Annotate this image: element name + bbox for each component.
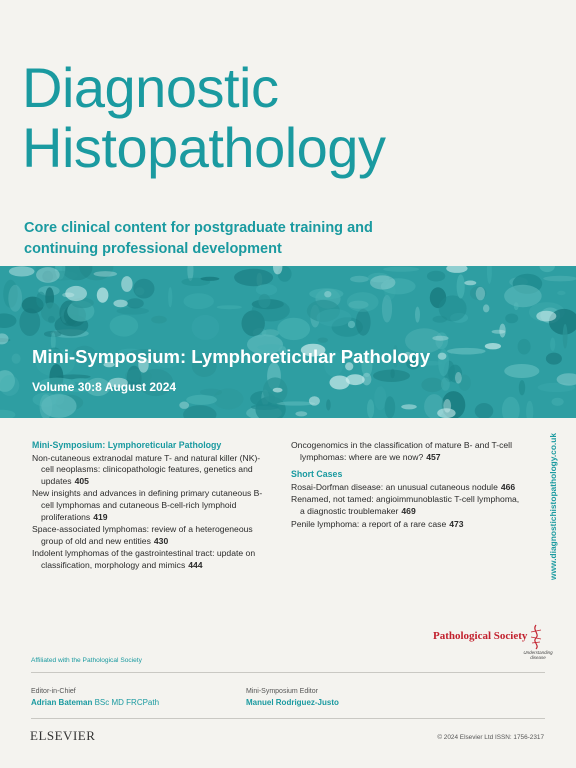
tissue-cell <box>0 313 17 328</box>
tissue-cell <box>504 285 542 307</box>
tissue-cell <box>421 378 443 393</box>
contents-entry[interactable] <box>32 488 264 523</box>
tissue-cell <box>373 370 410 382</box>
tissue-vacuole <box>324 291 331 297</box>
journal-subtitle: Core clinical content for postgraduate training and continuing professional development <box>24 220 373 257</box>
page-number: 430 <box>153 535 169 546</box>
tissue-cell <box>350 276 369 283</box>
contents-right-column <box>291 440 521 531</box>
tissue-cell <box>41 394 76 418</box>
article-title: New insights and advances in defining primary cutaneous B-cell lymphomas and cutaneous B-cell-rich lymphoid proliferations <box>32 488 263 522</box>
tissue-cell <box>234 269 273 286</box>
tissue-cell <box>126 298 143 308</box>
tissue-cell <box>168 287 172 307</box>
contents-entry[interactable] <box>32 548 264 571</box>
tissue-cell <box>251 404 279 410</box>
tissue-cell <box>317 309 352 327</box>
copyright-issn: © 2024 Elsevier Ltd ISSN: 1756-2317 <box>437 734 544 741</box>
tissue-cell <box>415 307 420 323</box>
affiliation-note: Affiliated with the Pathological Society <box>31 657 142 664</box>
page-number: 466 <box>500 481 516 492</box>
society-tagline-line1: Understanding <box>523 650 553 655</box>
symposium-editor-name <box>246 698 339 707</box>
tissue-vacuole <box>0 333 9 344</box>
tissue-cell <box>447 348 486 355</box>
journal-title-line1: Diagnostic <box>22 56 279 119</box>
tissue-cell <box>192 315 220 340</box>
tissue-vacuole <box>536 311 556 322</box>
tissue-cell <box>252 299 290 321</box>
journal-title-line2: Histopathology <box>22 116 386 179</box>
tissue-cell <box>487 266 492 284</box>
tissue-cell <box>356 309 371 336</box>
contents-left-column <box>32 440 264 573</box>
tissue-cell <box>505 314 518 324</box>
section-heading: Mini-Symposium: Lymphoreticular Pathology <box>32 440 222 450</box>
tissue-cell <box>12 354 21 364</box>
tissue-vacuole <box>444 399 452 413</box>
volume-issue: Volume 30:8 August 2024 <box>32 380 177 394</box>
tissue-vacuole <box>295 411 307 416</box>
tissue-cell <box>383 267 419 272</box>
contents-entry[interactable] <box>32 524 264 547</box>
tissue-cell <box>110 315 139 337</box>
page-number: 469 <box>401 505 416 516</box>
tissue-vacuole <box>438 353 447 360</box>
tissue-cell <box>48 316 55 323</box>
society-tagline-line2: disease <box>530 655 546 660</box>
contents-entry[interactable] <box>291 440 521 463</box>
tissue-cell <box>200 277 219 281</box>
tissue-cell <box>504 364 539 378</box>
society-name: Pathological Society <box>433 630 528 642</box>
article-title: Non-cutaneous extranodal mature T- and natural killer (NK)-cell neoplasms: clinicopathologic features, genetics and updates <box>32 452 261 486</box>
tissue-cell <box>552 398 564 406</box>
tissue-vacuole <box>446 266 467 273</box>
tissue-cell <box>519 380 525 395</box>
tissue-cell <box>475 403 494 418</box>
publisher-logo: ELSEVIER <box>30 728 96 743</box>
tissue-cell <box>457 274 465 298</box>
tissue-vacuole <box>432 336 448 341</box>
tissue-cell <box>367 399 374 418</box>
journal-title <box>22 58 385 178</box>
histology-banner-image <box>0 266 576 418</box>
article-title: Rosai-Dorfman disease: an unusual cutaneous nodule <box>291 481 498 492</box>
tissue-cell <box>427 271 445 282</box>
contents-entry[interactable] <box>32 453 264 488</box>
tissue-vacuole <box>483 304 489 312</box>
tissue-cell <box>433 316 448 323</box>
article-title: Indolent lymphomas of the gastrointestinal tract: update on classification, morphology and mimics <box>32 548 256 570</box>
tissue-vacuole <box>179 402 189 409</box>
tissue-vacuole <box>485 343 501 349</box>
article-title: Renamed, not tamed: angioimmunoblastic T-cell lymphoma, a diagnostic troublemaker <box>291 494 520 516</box>
symposium-title: Mini-Symposium: Lymphoreticular Pathology <box>32 346 431 367</box>
tissue-vacuole <box>97 288 109 303</box>
editor-qualifications: BSc MD FRCPath <box>94 698 160 707</box>
tissue-vacuole <box>455 372 462 384</box>
tissue-cell <box>277 318 310 340</box>
tissue-cell <box>0 375 19 396</box>
tissue-cell <box>133 279 154 299</box>
tissue-cell <box>347 292 379 312</box>
tissue-cell <box>557 291 565 295</box>
tissue-vacuole <box>464 281 476 286</box>
tissue-cell <box>117 307 149 314</box>
tissue-cell <box>36 292 46 308</box>
page-number: 419 <box>93 511 108 522</box>
tissue-vacuole <box>65 286 87 301</box>
tissue-cell <box>502 397 520 418</box>
tissue-cell <box>186 395 217 405</box>
tissue-cell <box>151 316 167 324</box>
tissue-vacuole <box>36 267 60 283</box>
page-number: 405 <box>74 475 89 486</box>
tissue-cell <box>258 294 270 308</box>
tissue-vacuole <box>476 287 485 300</box>
tissue-vacuole <box>121 276 132 292</box>
tissue-cell <box>256 284 277 295</box>
tissue-cell <box>385 396 396 418</box>
editor-in-chief-name <box>31 698 159 707</box>
tissue-cell <box>262 329 280 337</box>
tissue-cell <box>0 410 15 418</box>
symposium-editor-label: Mini-Symposium Editor <box>246 688 318 695</box>
editor-in-chief-fullname: Adrian Bateman <box>31 698 93 707</box>
page-number: 473 <box>449 518 464 529</box>
tissue-cell <box>200 389 222 396</box>
tissue-cell <box>546 353 562 365</box>
editor-in-chief-label: Editor-in-Chief <box>31 688 76 695</box>
tissue-texture <box>0 266 576 418</box>
tissue-cell <box>184 293 214 309</box>
contents-entry[interactable] <box>291 482 521 494</box>
tissue-cell <box>8 285 22 312</box>
tissue-vacuole <box>309 396 320 405</box>
journal-website-link[interactable]: www.diagnostichistopathology.co.uk <box>548 432 558 580</box>
society-logo <box>433 626 553 660</box>
tissue-vacuole <box>492 330 506 334</box>
tissue-cell <box>441 378 450 391</box>
divider <box>31 672 545 673</box>
tissue-vacuole <box>370 275 395 289</box>
tissue-vacuole <box>346 374 365 385</box>
symposium-editor-fullname: Manuel Rodriguez-Justo <box>246 698 339 707</box>
article-title: Penile lymphoma: a report of a rare case <box>291 518 447 529</box>
tissue-vacuole <box>273 388 283 393</box>
society-tagline <box>518 650 558 660</box>
section-heading-short-cases: Short Cases <box>291 469 343 480</box>
contents-entry[interactable] <box>291 519 521 531</box>
tissue-cell <box>550 338 555 351</box>
article-title: Oncogenomics in the classification of mature B- and T-cell lymphomas: where are we now? <box>291 440 512 462</box>
tissue-cell <box>563 324 568 349</box>
tissue-vacuole <box>113 300 127 308</box>
page-number: 457 <box>426 451 441 462</box>
article-title: Space-associated lymphomas: review of a heterogeneous group of old and new entities <box>32 524 253 546</box>
tissue-cell <box>518 339 531 355</box>
tissue-cell <box>543 276 576 282</box>
tissue-vacuole <box>9 266 35 276</box>
tissue-vacuole <box>401 404 417 409</box>
tissue-vacuole <box>94 271 118 277</box>
page-number: 444 <box>188 559 203 570</box>
tissue-cell <box>374 386 386 410</box>
tissue-cell <box>318 338 328 343</box>
divider <box>31 718 545 719</box>
tissue-cell <box>540 266 555 272</box>
society-emblem-icon <box>529 624 543 650</box>
tissue-cell <box>526 401 533 418</box>
tissue-cell <box>326 399 331 410</box>
contents-entry[interactable] <box>291 494 521 517</box>
tissue-cell <box>217 305 242 309</box>
